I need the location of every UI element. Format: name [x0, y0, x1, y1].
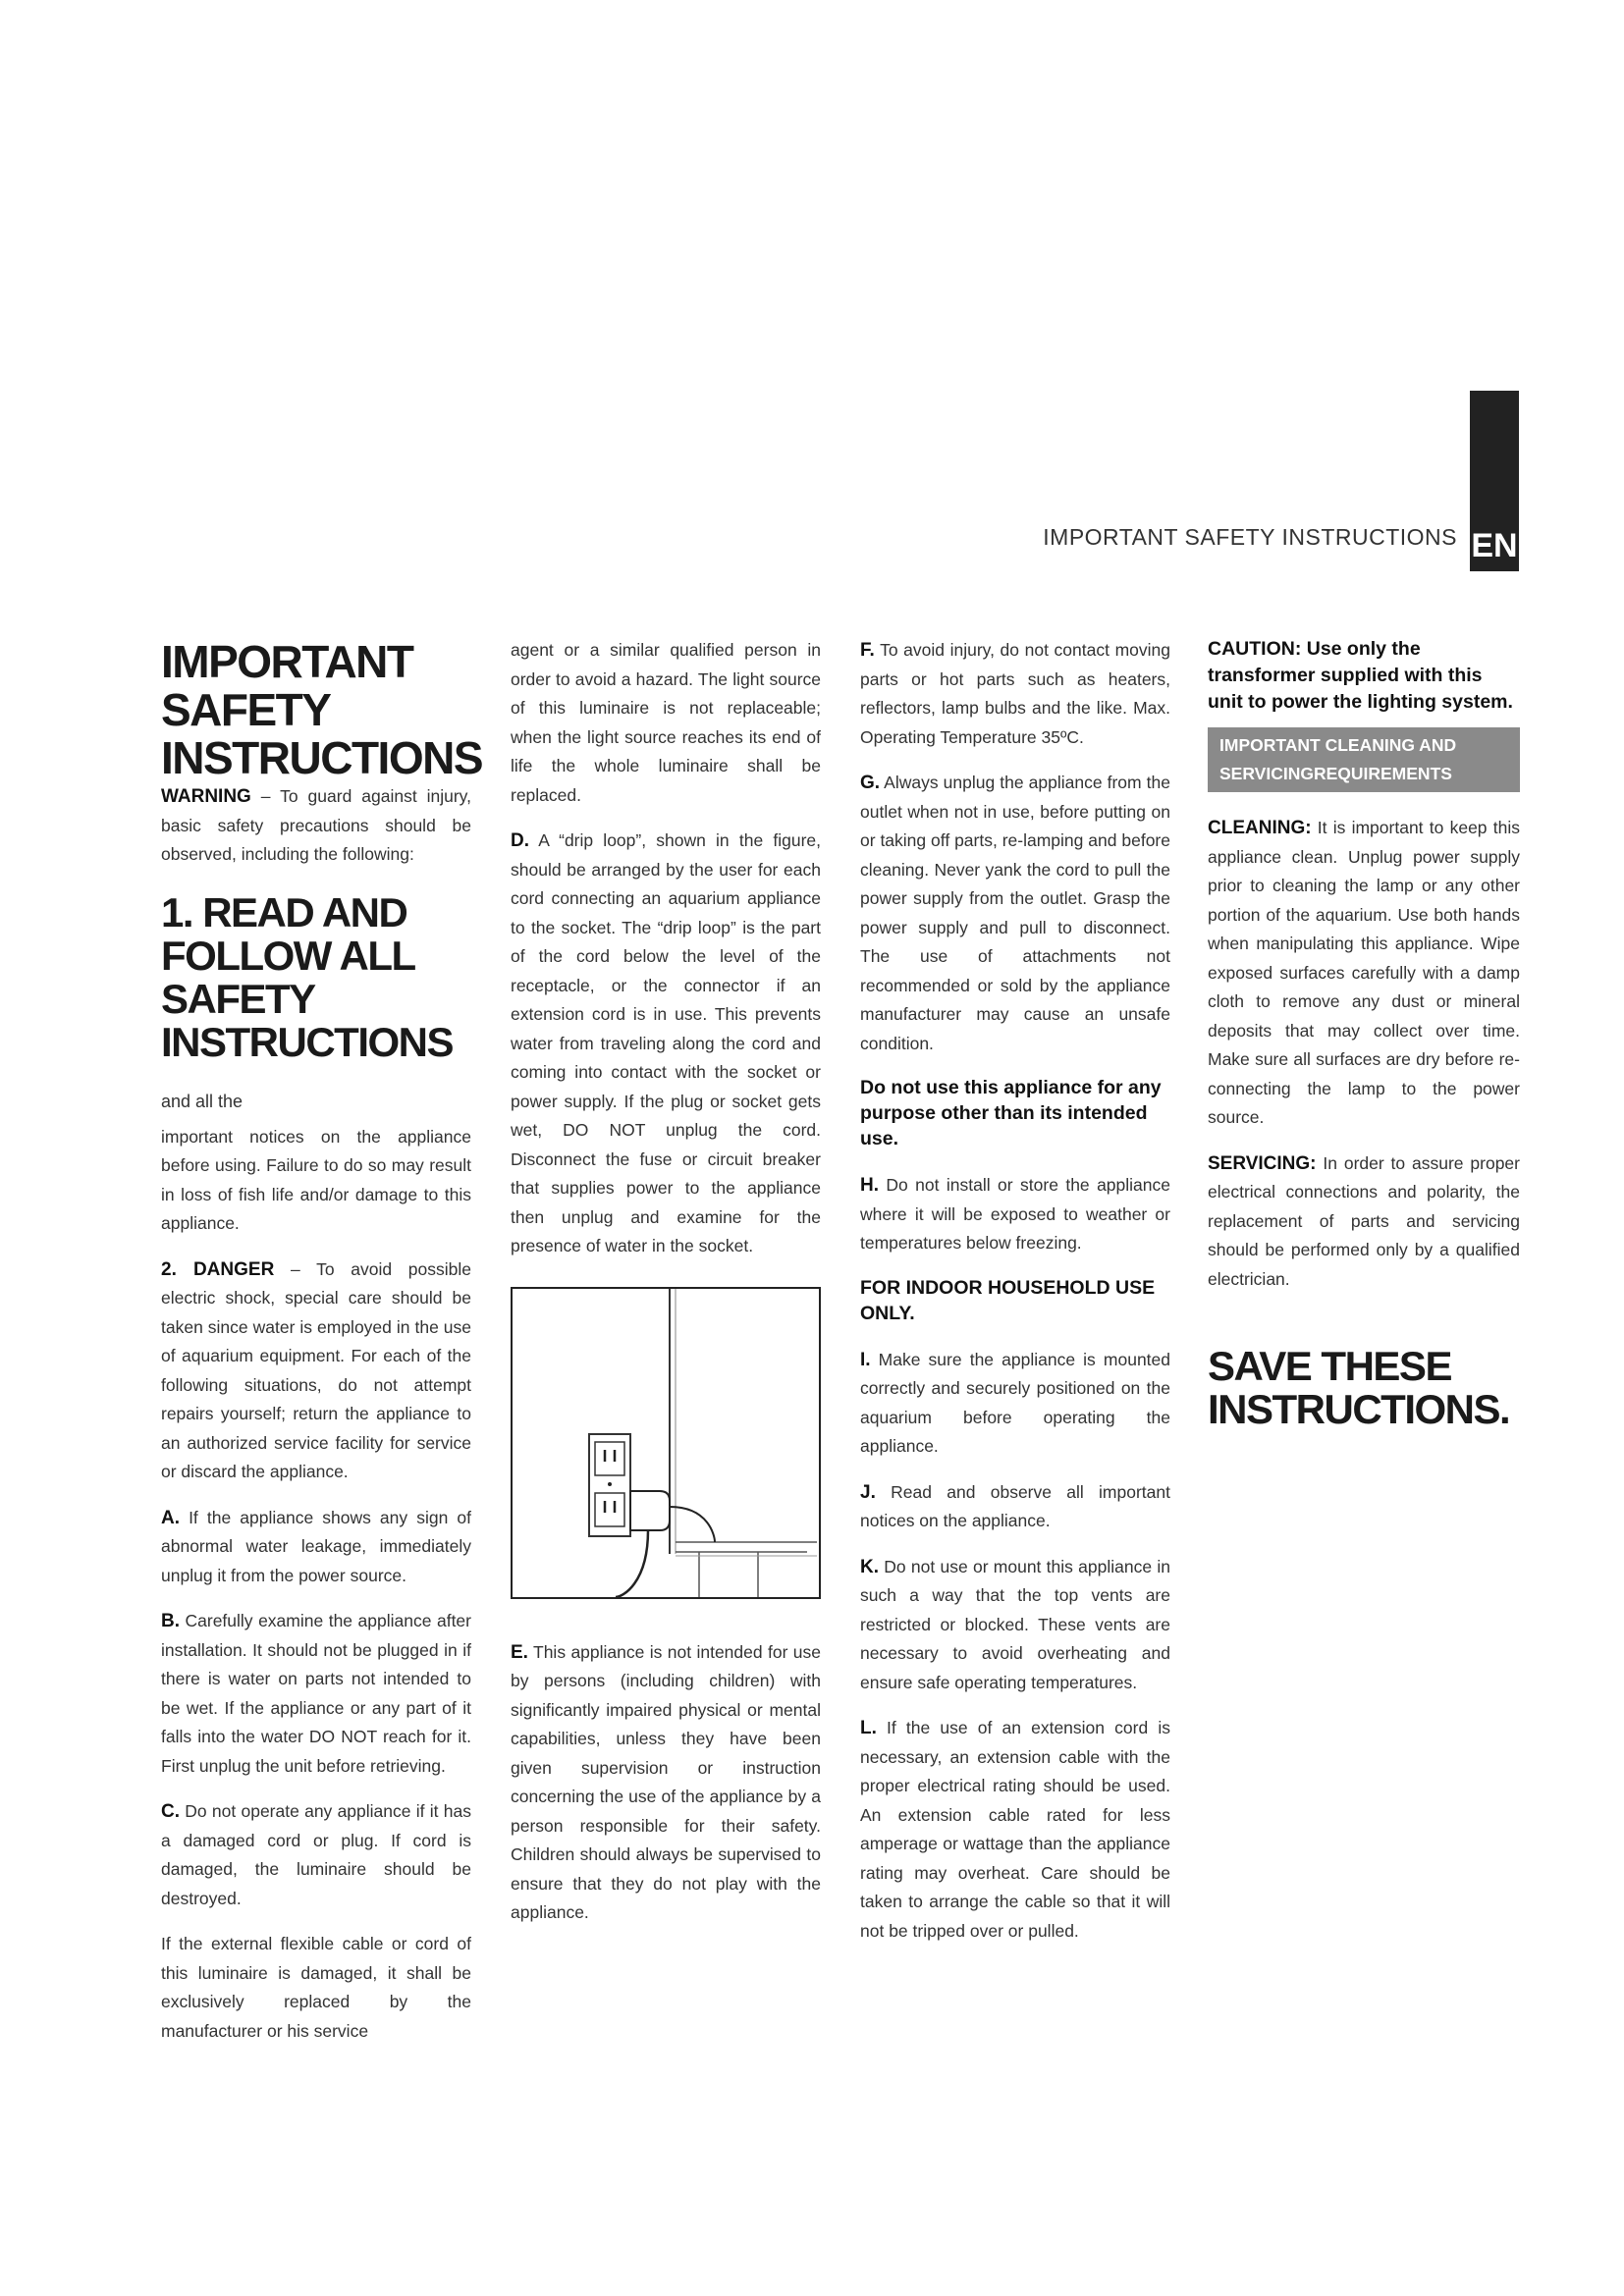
- item-g-label: G.: [860, 773, 881, 793]
- servicing-paragraph: [1208, 1149, 1520, 1295]
- column-3: [860, 636, 1170, 1962]
- item-h: [860, 1171, 1170, 1258]
- item-d-label: D.: [511, 830, 529, 851]
- external-cable-paragraph: If the external flexible cable or cord of this luminaire is damaged, it shall be exclusively replaced by the manufacturer or his service: [161, 1934, 471, 2041]
- item-e-text: This appliance is not intended for use by persons (including children) with significantly impaired physical or mental capabilities, unless they have been given supervision or instruction concerning the use of the appliance by a person responsible for their safety. Children should always be supervised to ensure that they do not play with the appliance.: [511, 1641, 821, 1922]
- warning-text: – To guard against injury, basic safety precautions should be observed, including the following:: [161, 786, 471, 864]
- item-k-text: Do not use or mount this appliance in such a way that the top vents are restricted or blocked. These vents are necessary to avoid overheating and ensure safe operating temperatures.: [860, 1556, 1170, 1692]
- item-d: [511, 827, 821, 1261]
- item-c-text: Do not operate any appliance if it has a damaged cord or plug. If cord is damaged, the luminaire should be destroyed.: [161, 1801, 471, 1908]
- column-4: [1208, 636, 1520, 1431]
- cleaning-label: CLEANING:: [1208, 818, 1312, 838]
- item-c-label: C.: [161, 1801, 180, 1822]
- item-a-label: A.: [161, 1507, 180, 1528]
- language-label: EN: [1471, 527, 1518, 564]
- item-g-text: Always unplug the appliance from the outlet when not in use, before putting on or taking off parts, re-lamping and before cleaning. Never yank the cord to pull the power supply from the outlet. Grasp the power supply and pull to disconnect. The use of attachments not recommended or sold by the appliance manufacturer may cause an unsafe condition.: [860, 773, 1170, 1053]
- column-1: [161, 636, 482, 2062]
- main-title-line: IMPORTANT: [161, 636, 413, 687]
- item-j: [860, 1478, 1170, 1536]
- item-c: [161, 1797, 471, 1913]
- drip-loop-cord: [616, 1530, 648, 1597]
- item-l-label: L.: [860, 1718, 877, 1738]
- item-h-label: H.: [860, 1175, 879, 1196]
- servicing-text: In order to assure proper electrical connections and polarity, the replacement of parts and servicing should be performed only by a qualified electrician.: [1208, 1152, 1520, 1289]
- item-i-label: I.: [860, 1349, 871, 1370]
- main-title-line: INSTRUCTIONS: [161, 732, 482, 783]
- main-title: [161, 636, 482, 783]
- indoor-use-notice: FOR INDOOR HOUSEHOLD USE ONLY.: [860, 1276, 1156, 1324]
- section-1-text: important notices on the appliance before using. Failure to do so may result in loss of fish life and/or damage to this appliance.: [161, 1126, 471, 1233]
- item-g: [860, 769, 1170, 1058]
- item-e: [511, 1638, 821, 1928]
- item-e-label: E.: [511, 1641, 528, 1663]
- plug: [630, 1491, 670, 1530]
- save-title-line: INSTRUCTIONS.: [1208, 1386, 1510, 1432]
- caution-notice: CAUTION: Use only the transformer supplied with this unit to power the lighting system.: [1208, 638, 1513, 713]
- continued-paragraph: agent or a similar qualified person in order to avoid a hazard. The light source of this luminaire is not replaceable; when the light source reaches its end of life the whole luminaire shall be replaced.: [511, 640, 821, 805]
- item-a: [161, 1504, 471, 1591]
- item-i-text: Make sure the appliance is mounted correctly and securely positioned on the aquarium before operating the appliance.: [860, 1349, 1170, 1456]
- drip-loop-figure: [511, 1287, 821, 1599]
- item-i: [860, 1346, 1170, 1462]
- box-line: SERVICINGREQUIREMENTS: [1219, 764, 1452, 783]
- item-f-text: To avoid injury, do not contact moving parts or hot parts such as heaters, reflectors, lamp bulbs and the like. Max. Operating Temperature 35ºC.: [860, 640, 1170, 747]
- save-instructions-title: [1208, 1345, 1520, 1431]
- item-l-text: If the use of an extension cord is necessary, an extension cable with the proper electrical rating should be used. An extension cable rated for less amperage or wattage than the appliance rating may overheat. Care should be taken to arrange the cable so that it will not be tripped over or pulled.: [860, 1718, 1170, 1941]
- section-1-heading-line: FOLLOW ALL SAFETY: [161, 932, 414, 1022]
- warning-label: WARNING: [161, 786, 251, 807]
- cleaning-text: It is important to keep this appliance clean. Unplug power supply prior to cleaning the lamp or any other portion of the aquarium. Use both hands when manipulating this appliance. Wipe exposed surfaces carefully with a damp cloth to remove any dust or mineral deposits that may collect over time. Make sure all surfaces are dry before re-connecting the lamp to the power source.: [1208, 818, 1520, 1127]
- cleaning-servicing-box: [1208, 727, 1520, 792]
- item-k-label: K.: [860, 1556, 879, 1577]
- save-title-line: SAVE THESE: [1208, 1343, 1451, 1389]
- item-b-label: B.: [161, 1611, 180, 1631]
- section-1-heading-line: INSTRUCTIONS: [161, 1018, 453, 1065]
- main-title-line: SAFETY: [161, 684, 331, 735]
- danger-paragraph: [161, 1255, 471, 1487]
- section-1: [161, 888, 471, 1239]
- page-header: IMPORTANT SAFETY INSTRUCTIONS: [1043, 524, 1457, 550]
- item-d-text: A “drip loop”, shown in the figure, should be arranged by the user for each cord connecting an aquarium appliance to the socket. The “drip loop” is the part of the cord below the level of the receptacle, or the connector if an extension cord is in use. This prevents water from traveling along the cord and coming into contact with the socket or power supply. If the plug or socket gets wet, DO NOT unplug the cord. Disconnect the fuse or circuit breaker that supplies power to the appliance then unplug and examine for the presence of water in the socket.: [511, 830, 821, 1255]
- item-f-label: F.: [860, 640, 875, 661]
- language-tab: [1470, 391, 1519, 571]
- servicing-label: SERVICING:: [1208, 1152, 1317, 1174]
- item-l: [860, 1714, 1170, 1946]
- warning-paragraph: [161, 782, 471, 870]
- item-j-label: J.: [860, 1481, 876, 1503]
- item-j-text: Read and observe all important notices on the appliance.: [860, 1481, 1170, 1530]
- cleaning-paragraph: [1208, 814, 1520, 1133]
- section-1-heading-line: 1. READ AND: [161, 888, 407, 935]
- intended-use-warning: Do not use this appliance for any purpose other than its intended use.: [860, 1077, 1162, 1149]
- box-line: IMPORTANT CLEANING AND: [1219, 735, 1457, 755]
- drip-loop-illustration: [513, 1289, 819, 1597]
- column-2: [511, 636, 821, 1945]
- item-b-text: Carefully examine the appliance after installation. It should not be plugged in if there is water on parts not intended to be wet. If the appliance or any part of it falls into the water DO NOT reach for it. First unplug the unit before retrieving.: [161, 1611, 471, 1776]
- section-1-tail: and all the: [161, 1091, 244, 1111]
- section-1-heading: [161, 888, 471, 1123]
- item-h-text: Do not install or store the appliance where it will be exposed to weather or temperatures below freezing.: [860, 1175, 1170, 1253]
- danger-label: 2. DANGER: [161, 1258, 275, 1280]
- item-b: [161, 1607, 471, 1781]
- item-a-text: If the appliance shows any sign of abnormal water leakage, immediately unplug it from the power source.: [161, 1507, 471, 1585]
- item-f: [860, 636, 1170, 752]
- danger-text: – To avoid possible electric shock, special care should be taken since water is employed in the use of aquarium equipment. For each of the following situations, do not attempt repairs yourself; return the appliance to an authorized service facility for service or discard the appliance.: [161, 1258, 471, 1481]
- item-k: [860, 1553, 1170, 1698]
